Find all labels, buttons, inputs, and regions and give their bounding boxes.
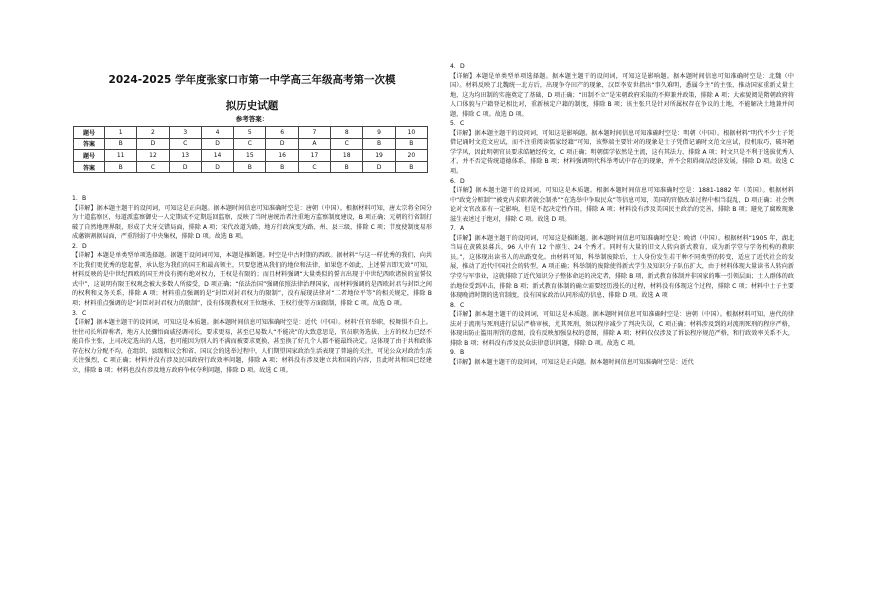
table-row xyxy=(74,138,428,150)
table-cell: D xyxy=(201,138,233,150)
left-column xyxy=(72,194,432,375)
table-cell: B xyxy=(266,161,298,173)
table-cell: D xyxy=(266,138,298,150)
explanation-paragraph: 【详解】据本题主题干的设问词，可知这是本质题。据本题时间信息可知准确时空是：唐朝（中国）。根据材料可知，唐代的律法对于流刑与死刑进行层层严格审核，尤其死刑，须以程序减少了判决失误，C 项正确；材料涉及到的对流刑死刑的程序严格，体现出防止滥用刑罚的意图，没有反映加强皇权的意图，排除 A 项；材料仅仅涉及了诉讼程序规范严格，和行政效率关系不大，排除 B 项；材料没有涉及民众法律意识问题，排除 D 项。故选 C 项。 xyxy=(450,311,794,347)
question-number: 5．C xyxy=(450,120,465,128)
title-line-1: 2024-2025 学年度张家口市第一中学高三年级高考第一次模 xyxy=(108,74,396,86)
question-number: 8．C xyxy=(450,301,465,309)
table-cell: D xyxy=(137,138,169,150)
table-cell: D xyxy=(201,161,233,173)
table-cell: 15 xyxy=(234,150,266,162)
table-cell: 10 xyxy=(395,127,427,139)
answer-table xyxy=(73,126,428,173)
question-number: 9．B xyxy=(450,349,465,357)
table-row xyxy=(74,150,428,162)
table-cell: B xyxy=(234,161,266,173)
explanation-paragraph: 【详解】据本题主题干的设问词，可知这是正向题。据本题时间信息可知准确时空是：近代 xyxy=(450,358,694,366)
table-cell: B xyxy=(395,138,427,150)
table-cell: B xyxy=(331,161,363,173)
table-row-header: 题号 xyxy=(74,127,105,139)
table-cell: 16 xyxy=(266,150,298,162)
explanation-paragraph: 【详解】据本题主题干的设问词，可知这是本质题。根据本题时间信息可知准确时空是：1881-1882 年（美国）。根据材料中“政党分赃制”“被党内求职者就会制杀”“在选举中争取民众”等信息可知，美国的官僚改革过程中相当混乱，D 项正确；社会舆论对文官改革有一定影响，但是不起决定性作用，排除 A 项；材料没有涉及美国民主政治的完善，排除 B 项；避免了腐败现象滋生表述过于绝对，排除 C 项。故选 D 项。 xyxy=(450,187,794,223)
table-row xyxy=(74,161,428,173)
question-number: 3．C xyxy=(72,309,87,317)
table-cell: 3 xyxy=(169,127,201,139)
table-row-header: 答案 xyxy=(74,138,105,150)
table-row-header: 答案 xyxy=(74,161,105,173)
table-cell: D xyxy=(363,161,395,173)
table-cell: 7 xyxy=(298,127,330,139)
answers-label: 参考答案： xyxy=(235,115,269,123)
table-cell: 12 xyxy=(137,150,169,162)
table-cell: 9 xyxy=(363,127,395,139)
table-cell: 17 xyxy=(298,150,330,162)
table-cell: B xyxy=(363,138,395,150)
table-cell: 5 xyxy=(234,127,266,139)
table-cell: D xyxy=(169,161,201,173)
table-cell: 6 xyxy=(266,127,298,139)
table-cell: B xyxy=(395,161,427,173)
table-cell: 2 xyxy=(137,127,169,139)
question-number: 6．D xyxy=(450,177,465,185)
explanation-paragraph: 【详解】本题是单类型单项选择题。据本题主题干的设问词，可知这是影响题。据本题时间信息可知准确时空是：北魏（中国）。材料反映了北魏统一北方后，出现争夺田产的现象，汉臣李安世指出“事久难明，悉属今主”的主张，推动国家重新丈量土地，这为均田制的实施奠定了基础，D 项正确；“田制不立”是宋朝政府采取的不抑兼并政策，排除 A 项；大索貌阅是隋朝政府将人口体貌与户籍登记相比对，重新核定户籍的制度，排除 B 项；该主张只是针对所属权存在争议的土地，不能解决土地兼并问题，排除 C 项。故选 D 项。 xyxy=(450,72,794,118)
table-cell: 18 xyxy=(331,150,363,162)
explanation-paragraph: 【详解】据本题主题干的设问词，可知这是本质题。据本题时间信息可知准确时空是：近代（中国）。材料‘任官举职，校舞惧不自上。往往司长所辟称者，地方人民骤悟面戚径调司长，要求更易，甚至已易数人“不能决”的大致意思是，官员职务选拔，上方的权力已经不能自作主张，上司决定选出的人选，也可能因为别人的不满而被要求更换，甚至换了好几个人都不能最终决定。这体现了由于共和政体存在权力分配不均，在组织、县级和议会和省、国议会的选举过程中，人们期望国家政治生活表现了普遍的关注，可见公众对政治生活关注强烈，C 项正确；材料并没有涉及民国政府行政效率问题，排除 A 项；材料没有涉及建立共和国的内容，且此时共和国已经建立，排除 B 项；材料也没有涉及地方政府争权夺利问题，排除 D 项。故选 C 项。 xyxy=(72,319,432,374)
table-cell: 11 xyxy=(105,150,137,162)
table-cell: 20 xyxy=(395,150,427,162)
table-cell: 4 xyxy=(201,127,233,139)
table-cell: 8 xyxy=(331,127,363,139)
explanation-paragraph: 【详解】本题是单类型单项选择题。据题干设问词可知，本题是推断题。时空是中古时期的西欧。据材料“与这一样优秀的我们，向共不比我们更优秀的您起誓，承认您为我们的国王和最高领主，只要您遵从我们的地位和法律，如果您不如此，上述誓言即无效”可知，材料反映的是中世纪西欧的国王并没有拥有绝对权力，王权是有限的；而且材料强调“大量类似的誓言出现于中世纪西欧诸侯的宣誓仪式中”，这说明有限王权观念被大多数人所接受，D 项正确；“依法治国”强调依照法律治理国家，而材料强调的是西欧封君与封臣之间的权利和义务关系，排除 A 项；材料重点强调的是“封臣对封君权力的限制”，没有展现法律对“二者地位平等”的相关规定，排除 B 项；材料重点强调的是“封臣对封君权力的限制”，没有体现教权对王位继承、王权行使等方面限制，排除 C 项。故选 D 项。 xyxy=(72,252,432,308)
right-column xyxy=(450,62,794,368)
page-title xyxy=(72,72,432,114)
table-cell: C xyxy=(234,138,266,150)
table-cell: C xyxy=(169,138,201,150)
table-cell: C xyxy=(331,138,363,150)
question-number: 4．D xyxy=(450,63,465,70)
table-cell: 13 xyxy=(169,150,201,162)
table-cell: 1 xyxy=(105,127,137,139)
table-cell: 19 xyxy=(363,150,395,162)
explanation-paragraph: 【详解】据本题主题干的设问词，可知这是正向题。据本题时间信息可知准确时空是：唐朝（中国）。根据材料可知，唐太宗将全国分为十道监察区，每道派监察御史一人定期或不定期巡回监察，反映了当时唐统治者注重地方监察制度建设，B 项正确；元朝的行省制打破了自然地理界限，形成了犬牙交错局面，排除 A 项；宋代改道为路，地方行政演变为路、州、县三级，排除 C 项；节度使制度易形成藩镇割据局面，严重削弱了中央集权，排除 D 项。故选 B 项。 xyxy=(72,204,432,241)
table-cell: 14 xyxy=(201,150,233,162)
explanation-paragraph: 【详解】据本题主题干的设问词，可知这是推断题。据本题时间信息可知准确时空是：晚清（中国）。根据材料“1905 年，湖北当局在黄陂县募兵，96 人中有 12 个廪生、24 个秀才。同时有大量的旧文人转向新式教育，成为新学堂与学务机构的教职员。”，这体现出读书人的出路变化。由材料可知，科举制废除后，士人身份发生若干种不同类型的转变，适应了近代社会的发展，推动了近代中国社会的转型，A 项正确；科举制的废除使得新式学生及知识分子队伍扩大，由于材料体现大量读书人转向新学堂与军事业，这就排除了近代知识分子整体命运的决定者，排除 B 项，新式教育体制并非国家的唯一引领层面；士人群体的政治地位受到冲击，排除 B 项；新式教育体制的确立需要经历漫长的过程，材料没有体现这个过程，排除 C 项；材料中士子主要体现晚清时期的选官制度，没有国家政治认同形成的信息，排除 D 项。故选 A 项 xyxy=(450,234,794,300)
explanation-paragraph: 【详解】据本题主题干的设问词，可知这是影响题。据本题时间信息可知准确时空是：明朝（中国）。根据材料“明代不少士子凭借记诵时文范文应试，而不注重阅读儒家经籍”可知，该弊端主要针对的现象是士子凭借记诵时文范文应试，投机取巧，破坏陋学学风，因此明朝官员要求皓陋经传文，C 项正确；明朝儒学依然是主流，这有其法力，排除 A 项；时文只是不利于选拔优秀人才，并不否定传统道德体系，排除 B 项；材料强调明代科举考试中存在的现象，并不会阻碍商品经济发展，排除 D 项。故选 C 项。 xyxy=(450,129,794,176)
table-row-header: 题号 xyxy=(74,150,105,162)
table-cell: C xyxy=(298,161,330,173)
title-line-2: 拟历史试题 xyxy=(225,100,279,112)
question-number: 2．D xyxy=(72,242,87,250)
table-cell: C xyxy=(137,161,169,173)
table-cell: B xyxy=(105,138,137,150)
question-number: 1．B xyxy=(72,195,87,202)
table-cell: A xyxy=(298,138,330,150)
table-cell: B xyxy=(105,161,137,173)
question-number: 7．A xyxy=(450,225,465,233)
table-row xyxy=(74,127,428,139)
